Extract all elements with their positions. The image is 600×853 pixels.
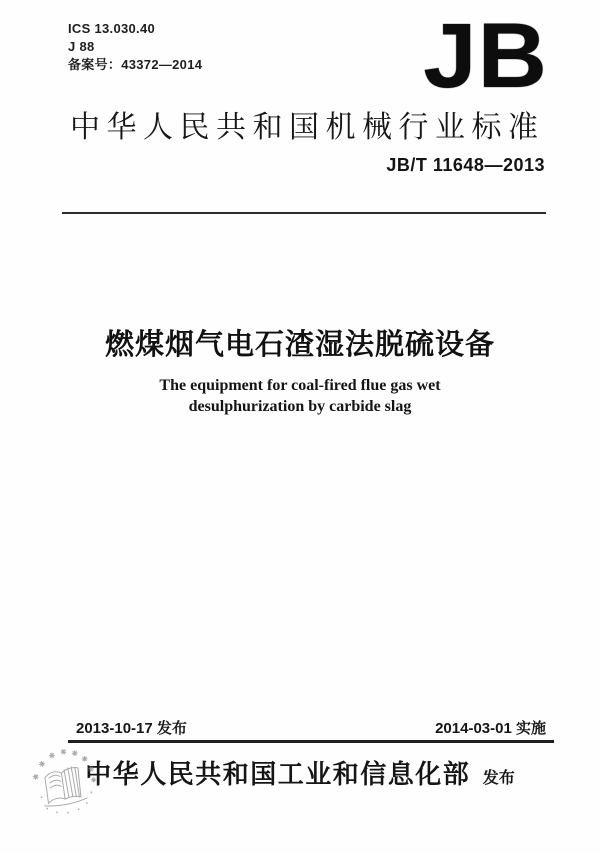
document-title-en [0,375,600,417]
document-title-zh: 燃煤烟气电石渣湿法脱硫设备 [104,329,495,361]
ics-code: ICS 13.030.40 [68,21,156,36]
document-title-en-line1: The equipment for coal-fired flue gas wet [159,377,441,394]
document-title-en-line2: desulphurization by carbide slag [188,398,412,415]
open-book-star-emblem-icon [21,741,107,827]
doc-class-code: J 88 [68,39,95,54]
classification-block [68,20,202,74]
header-divider [62,212,546,214]
publisher-name: 中华人民共和国工业和信息化部 [85,759,471,789]
standard-number: JB/T 11648—2013 [386,155,545,175]
issue-date: 2013-10-17 发布 [76,720,187,737]
dates-row [76,717,546,738]
jb-logo: JB [423,4,548,108]
implement-date: 2014-03-01 实施 [435,720,546,737]
footer-divider [68,740,554,743]
record-number: 备案号：43372—2014 [68,57,203,72]
publish-label: 发布 [482,770,515,787]
standard-category-title: 中华人民共和国机械行业标准 [70,111,545,144]
